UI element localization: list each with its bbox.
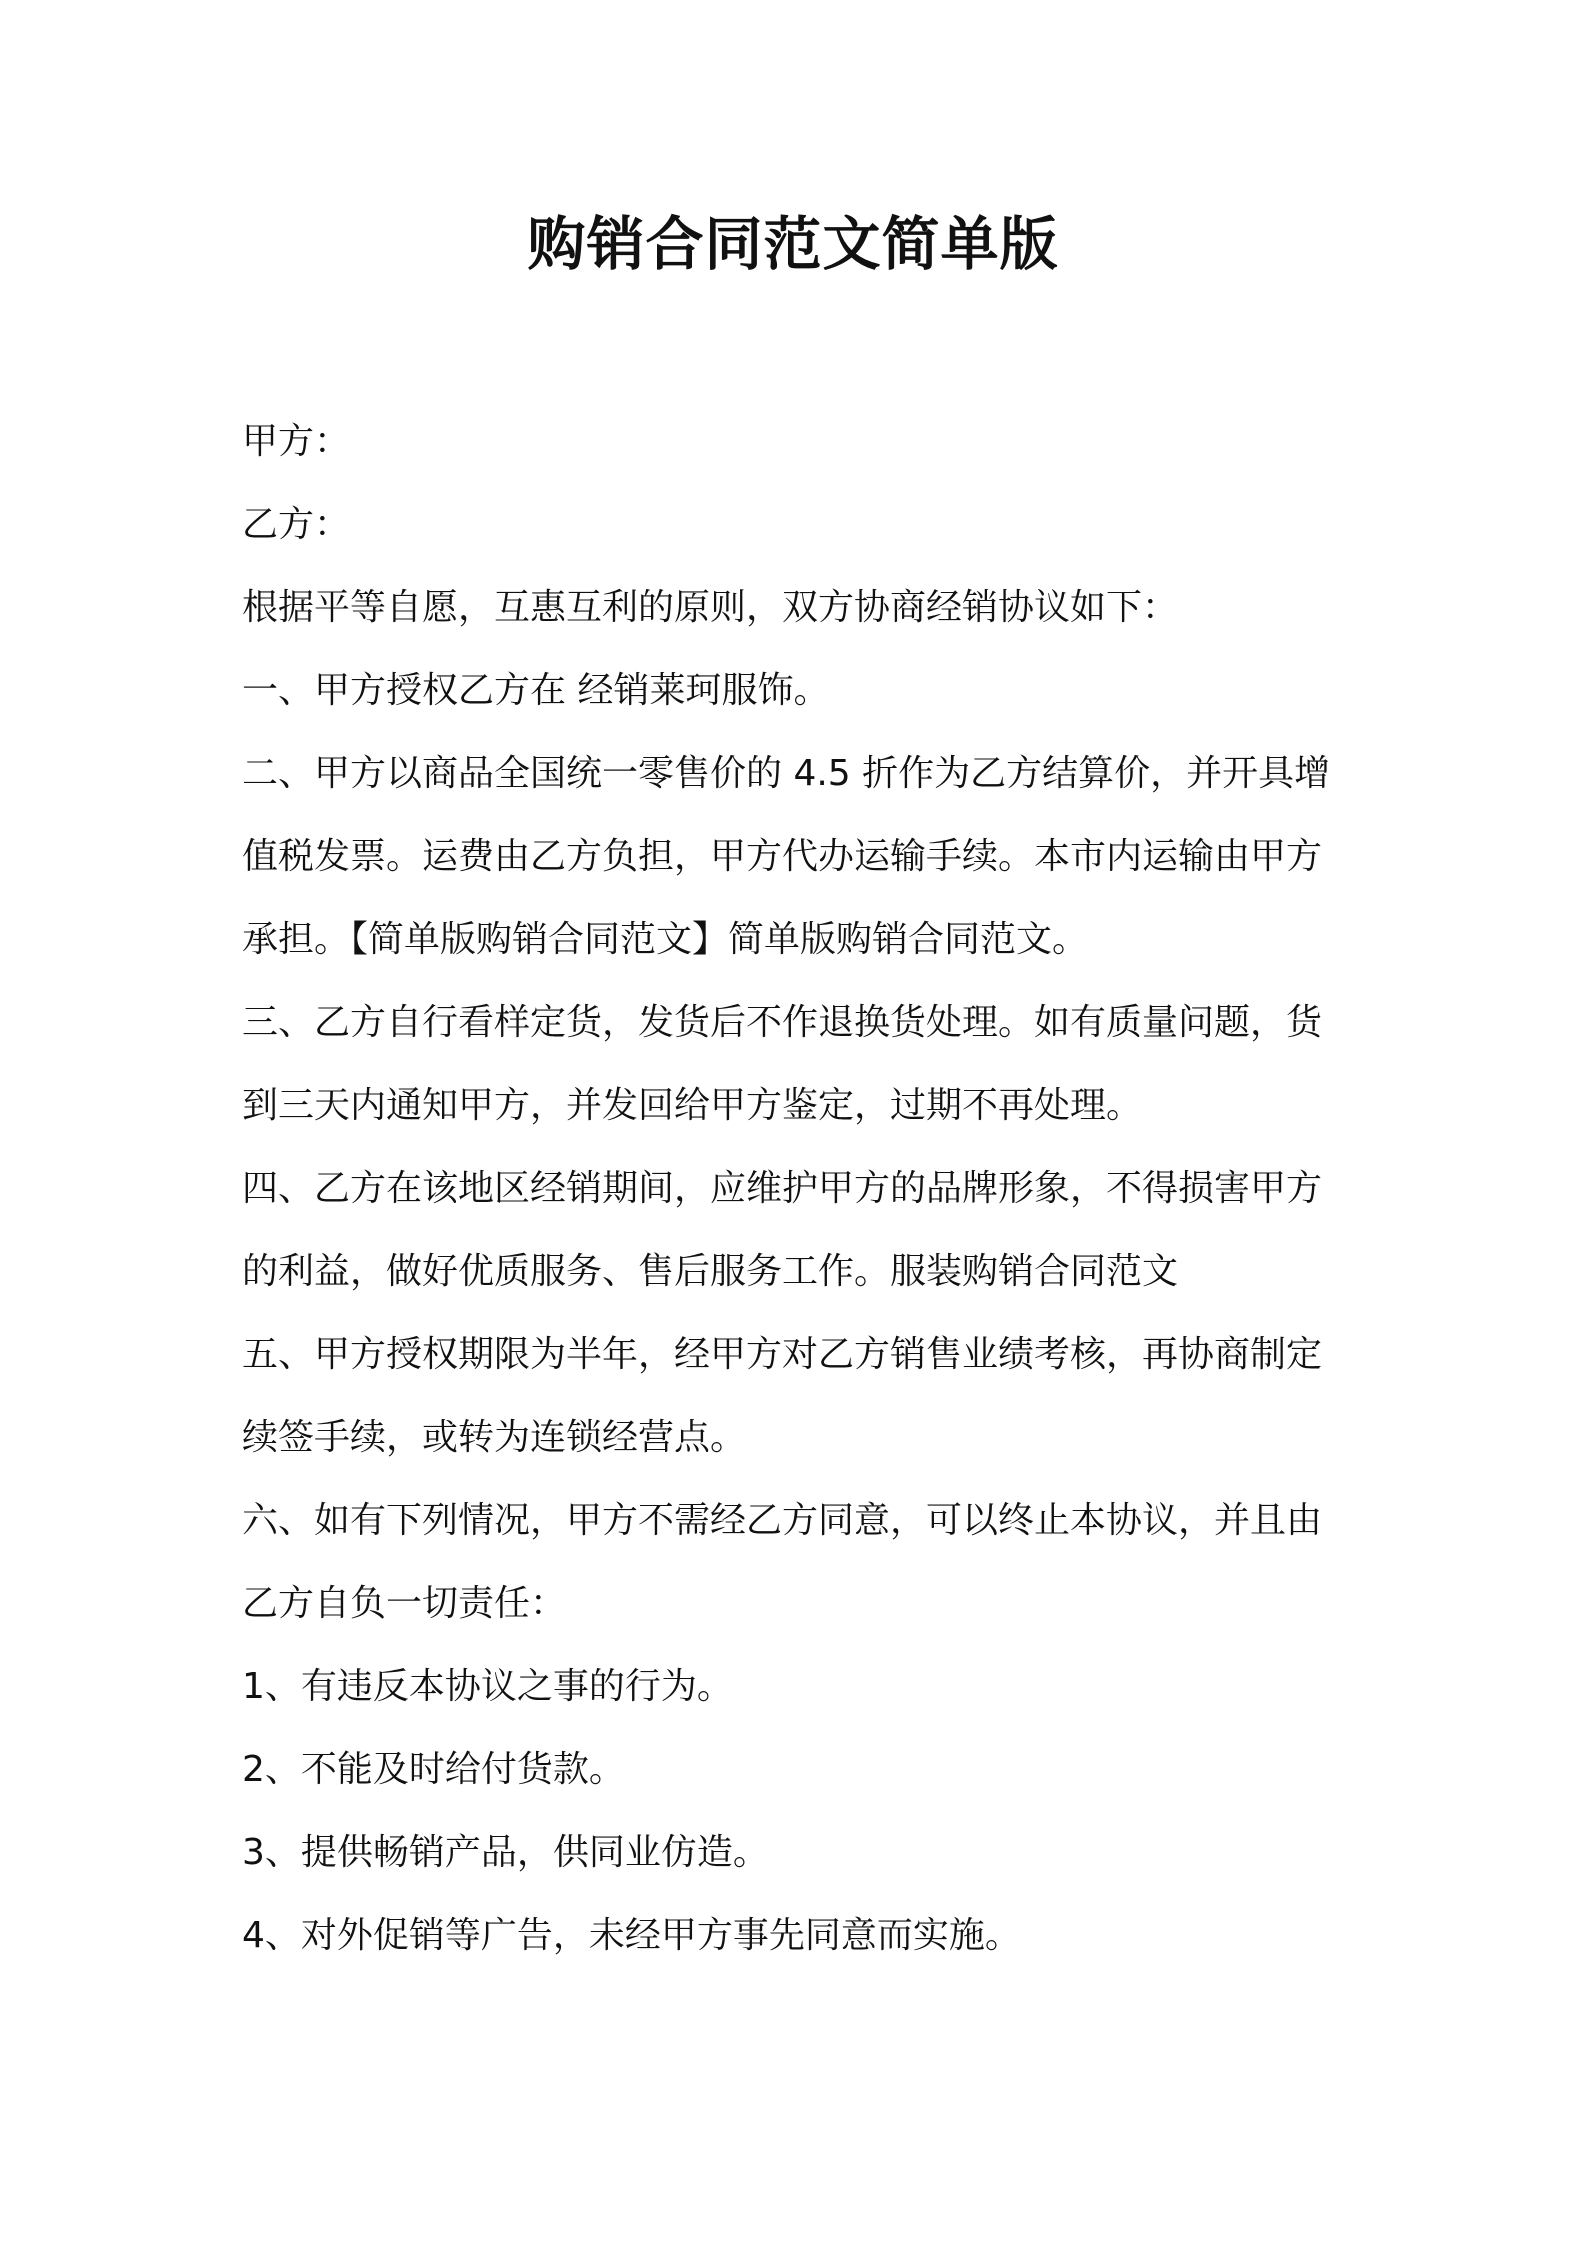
clause-5-line-2: 续签手续，或转为连锁经营点。	[242, 1417, 747, 1458]
clause-1-line: 一、甲方授权乙方在 经销莱珂服饰。	[242, 670, 830, 711]
condition-2-line: 2、不能及时给付货款。	[242, 1749, 625, 1790]
condition-3-line: 3、提供畅销产品，供同业仿造。	[242, 1832, 769, 1873]
condition-1-line: 1、有违反本协议之事的行为。	[242, 1666, 733, 1707]
preamble-line: 根据平等自愿，互惠互利的原则，双方协商经销协议如下：	[242, 587, 1179, 628]
clause-3-line-2: 到三天内通知甲方，并发回给甲方鉴定，过期不再处理。	[242, 1085, 1143, 1126]
clause-2-line-3: 承担。【简单版购销合同范文】简单版购销合同范文。	[242, 919, 1089, 960]
clause-6-line-1: 六、如有下列情况，甲方不需经乙方同意，可以终止本协议，并且由	[242, 1500, 1323, 1541]
clause-2-line-2: 值税发票。运费由乙方负担，甲方代办运输手续。本市内运输由甲方	[242, 836, 1323, 877]
document-title: 购销合同范文简单版	[527, 210, 1059, 278]
party-b-line: 乙方：	[242, 504, 351, 545]
clause-2-line-1: 二、甲方以商品全国统一零售价的 4.5 折作为乙方结算价，并开具增	[242, 753, 1331, 794]
clause-5-line-1: 五、甲方授权期限为半年，经甲方对乙方销售业绩考核，再协商制定	[242, 1334, 1323, 1375]
clause-6-line-2: 乙方自负一切责任：	[242, 1583, 567, 1624]
document-body	[242, 400, 1362, 1977]
clause-4-line-1: 四、乙方在该地区经销期间，应维护甲方的品牌形象，不得损害甲方	[242, 1168, 1323, 1209]
clause-4-line-2: 的利益，做好优质服务、售后服务工作。服装购销合同范文	[242, 1251, 1179, 1292]
condition-4-line: 4、对外促销等广告，未经甲方事先同意而实施。	[242, 1915, 1021, 1956]
party-a-line: 甲方：	[242, 421, 351, 462]
clause-3-line-1: 三、乙方自行看样定货，发货后不作退换货处理。如有质量问题，货	[242, 1002, 1323, 1043]
